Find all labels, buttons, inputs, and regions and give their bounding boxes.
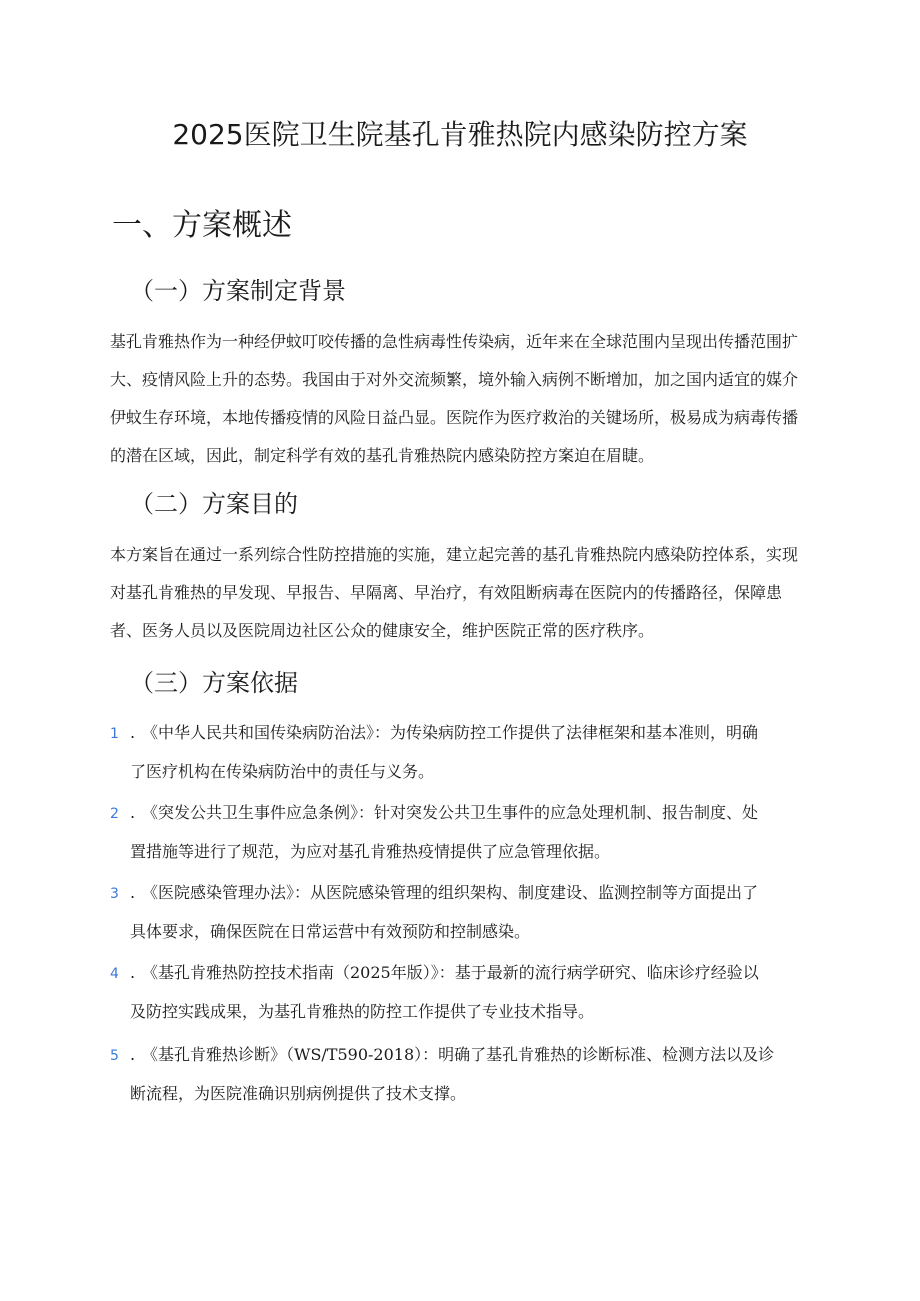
basis-list-item: 5 . 《基孔肯雅热诊断》（WS/T590-2018）：明确了基孔肯雅热的诊断标准、检测方法以及诊 断流程，为医院准确识别病例提供了技术支撑。 xyxy=(110,1036,810,1113)
subheading-background: （一）方案制定背景 xyxy=(130,277,346,305)
subheading-purpose: （二）方案目的 xyxy=(130,490,298,518)
paragraph-purpose: 本方案旨在通过一系列综合性防控措施的实施，建立起完善的基孔肯雅热院内感染防控体系，实现对基孔肯雅热的早发现、早报告、早隔离、早治疗，有效阻断病毒在医院内的传播路径，保障患者、医务人员以及医院周边社区公众的健康安全，维护医院正常的医疗秩序。 xyxy=(110,545,799,640)
subheading-basis: （三）方案依据 xyxy=(130,669,298,697)
list-number: 5 xyxy=(110,1048,119,1064)
list-item-text: 《基孔肯雅热诊断》（WS/T590-2018）：明确了基孔肯雅热的诊断标准、检测方法以及诊 xyxy=(142,1045,775,1064)
list-item-text-continued: 断流程，为医院准确识别病例提供了技术支撑。 xyxy=(130,1084,467,1103)
list-number: 2 xyxy=(110,806,119,822)
basis-list-item: 2 . 《突发公共卫生事件应急条例》：针对突发公共卫生事件的应急处理机制、报告制度、处 置措施等进行了规范，为应对基孔肯雅热疫情提供了应急管理依据。 xyxy=(110,794,810,871)
list-number: 1 xyxy=(110,726,119,742)
basis-list-item: 1 . 《中华人民共和国传染病防治法》：为传染病防控工作提供了法律框架和基本准则，明确 了医疗机构在传染病防治中的责任与义务。 xyxy=(110,714,810,791)
list-item-text-continued: 及防控实践成果，为基孔肯雅热的防控工作提供了专业技术指导。 xyxy=(130,1002,595,1021)
list-item-text: 《突发公共卫生事件应急条例》：针对突发公共卫生事件的应急处理机制、报告制度、处 xyxy=(142,803,759,822)
document-title: 2025医院卫生院基孔肯雅热院内感染防控方案 xyxy=(172,118,748,151)
basis-list-item: 3 . 《医院感染管理办法》：从医院感染管理的组织架构、制度建设、监测控制等方面提出了 具体要求，确保医院在日常运营中有效预防和控制感染。 xyxy=(110,874,810,951)
list-item-text-continued: 了医疗机构在传染病防治中的责任与义务。 xyxy=(130,762,435,781)
list-item-text-continued: 置措施等进行了规范，为应对基孔肯雅热疫情提供了应急管理依据。 xyxy=(130,842,611,861)
list-item-text-continued: 具体要求，确保医院在日常运营中有效预防和控制感染。 xyxy=(130,922,531,941)
list-item-text: 《医院感染管理办法》：从医院感染管理的组织架构、制度建设、监测控制等方面提出了 xyxy=(142,883,759,902)
list-number: 4 xyxy=(110,966,119,982)
list-item-text: 《中华人民共和国传染病防治法》：为传染病防控工作提供了法律框架和基本准则，明确 xyxy=(142,723,759,742)
list-number: 3 xyxy=(110,886,119,902)
list-item-text: 《基孔肯雅热防控技术指南（2025年版）》：基于最新的流行病学研究、临床诊疗经验以 xyxy=(142,963,759,982)
basis-list-item: 4 . 《基孔肯雅热防控技术指南（2025年版）》：基于最新的流行病学研究、临床诊疗经验以 及防控实践成果，为基孔肯雅热的防控工作提供了专业技术指导。 xyxy=(110,954,810,1031)
section-heading-overview: 一、方案概述 xyxy=(112,208,292,243)
paragraph-background: 基孔肯雅热作为一种经伊蚊叮咬传播的急性病毒性传染病，近年来在全球范围内呈现出传播范围扩大、疫情风险上升的态势。我国由于对外交流频繁，境外输入病例不断增加，加之国内适宜的媒介伊蚊生存环境，本地传播疫情的风险日益凸显。医院作为医疗救治的关键场所，极易成为病毒传播的潜在区域，因此，制定科学有效的基孔肯雅热院内感染防控方案迫在眉睫。 xyxy=(110,332,799,465)
